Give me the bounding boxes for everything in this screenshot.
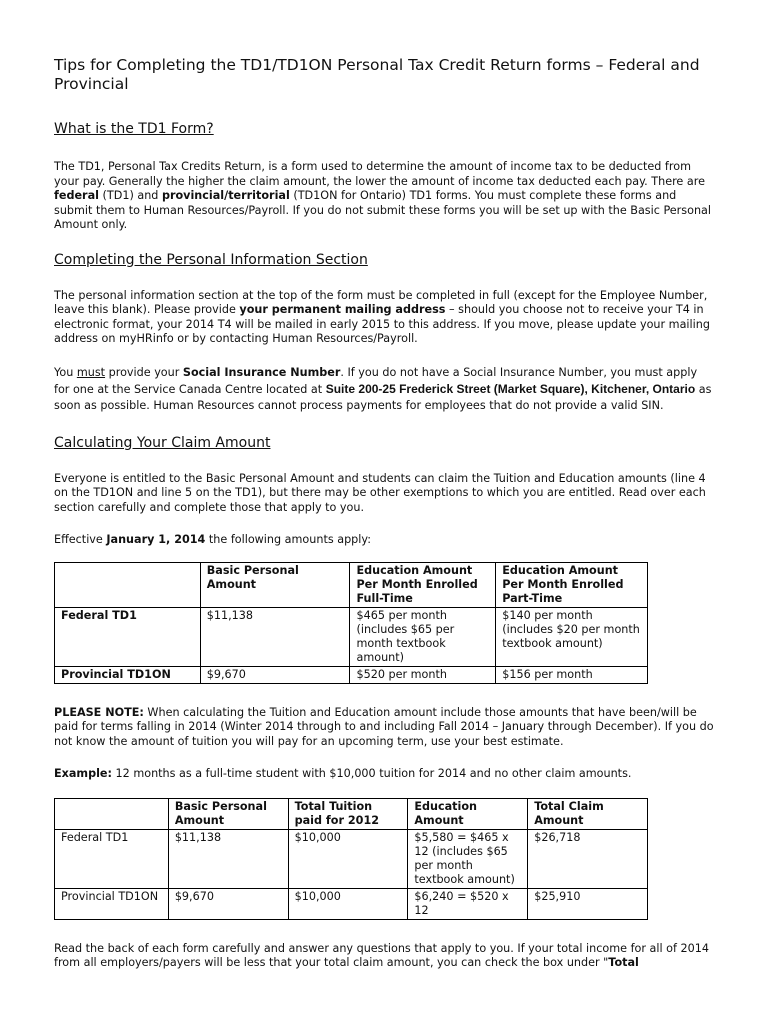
table-row (55, 888, 648, 919)
table-cell: $11,138 (168, 829, 288, 888)
table-cell: $6,240 = $520 x 12 (408, 888, 528, 919)
table-header-cell: Total Claim Amount (528, 798, 648, 829)
paragraph-td1-description: The TD1, Personal Tax Credits Return, is a form used to determine the amount of income tax to be deducted from your pay. Generally the higher the claim amount, the lower the amount of income tax deducted each pay. There are federal (TD1) and provincial/territorial (TD1ON for Ontario) TD1 forms. You must complete these forms and submit them to Human Resources/Payroll. If you do not submit these forms you will be set up with the Basic Personal Amount only. (54, 160, 712, 231)
table-cell: $9,670 (200, 666, 350, 683)
table-cell: $156 per month (496, 666, 648, 683)
table-header-cell: Education Amount Per Month Enrolled Full-Time (350, 562, 496, 607)
table-cell: $11,138 (200, 607, 350, 666)
table-header-cell: Total Tuition paid for 2012 (288, 798, 408, 829)
table-header-cell: Basic Personal Amount (200, 562, 350, 607)
table-header-cell: Basic Personal Amount (168, 798, 288, 829)
table-cell: Provincial TD1ON (55, 888, 169, 919)
paragraph-please-note: PLEASE NOTE: When calculating the Tuition and Education amount include those amounts that have been/will be paid for terms falling in 2014 (Winter 2014 through to and including Fall 2014 – January through December). If you do not know the amount of tuition you will pay for an upcoming term, use your best estimate. (54, 705, 714, 748)
table-header-cell (55, 562, 201, 607)
heading-claim-amount: Calculating Your Claim Amount (54, 434, 271, 451)
table-cell: Federal TD1 (55, 607, 201, 666)
table-row (55, 829, 648, 888)
paragraph-effective-date: Effective January 1, 2014 the following amounts apply: (54, 533, 371, 546)
table-cell: $140 per month (includes $20 per month textbook amount) (496, 607, 648, 666)
table-cell: Provincial TD1ON (55, 666, 201, 683)
table-cell: $5,580 = $465 x 12 (includes $65 per month textbook amount) (408, 829, 528, 888)
table-cell: $10,000 (288, 829, 408, 888)
table-cell: $9,670 (168, 888, 288, 919)
paragraph-example: Example: 12 months as a full-time student with $10,000 tuition for 2014 and no other claim amounts. (54, 767, 632, 780)
paragraph-personal-info: The personal information section at the top of the form must be completed in full (except for the Employee Number, leave this blank). Please provide your permanent mailing address – should you choose not to receive your T4 in electronic format, your 2014 T4 will be mailed in early 2015 to this address. If you move, please update your mailing address on myHRinfo or by contacting Human Resources/Payroll. (54, 288, 710, 345)
table-cell: $10,000 (288, 888, 408, 919)
table-cell: $520 per month (350, 666, 496, 683)
paragraph-sin: You must provide your Social Insurance Number. If you do not have a Social Insurance Number, you must apply for one at the Service Canada Centre located at Suite 200-25 Frederick Street (Market Square), Kitchener, Ontario as soon as possible. Human Resources cannot process payments for employees that do not provide a valid SIN. (54, 365, 712, 412)
table-header-cell: Education Amount (408, 798, 528, 829)
table-header-cell: Education Amount Per Month Enrolled Part-Time (496, 562, 648, 607)
table-cell: Federal TD1 (55, 829, 169, 888)
page-title: Tips for Completing the TD1/TD1ON Personal Tax Credit Return forms – Federal and Provincial (54, 56, 700, 93)
table-row (55, 607, 648, 666)
paragraph-closing: Read the back of each form carefully and answer any questions that apply to you. If your total income for all of 2014 from all employers/payers will be less that your total claim amount, you can check the box under "Total (54, 941, 709, 969)
paragraph-claim-intro: Everyone is entitled to the Basic Personal Amount and students can claim the Tuition and Education amounts (line 4 on the TD1ON and line 5 on the TD1), but there may be other exemptions to which you are entitled. Read over each section carefully and complete those that apply to you. (54, 471, 706, 514)
heading-what-is-td1: What is the TD1 Form? (54, 121, 214, 137)
table-header-row (55, 798, 648, 829)
table-cell: $25,910 (528, 888, 648, 919)
table-header-cell (55, 798, 169, 829)
heading-personal-information: Completing the Personal Information Section (54, 251, 368, 268)
table-cell: $465 per month (includes $65 per month textbook amount) (350, 607, 496, 666)
amounts-table (54, 562, 648, 684)
example-table (54, 798, 648, 920)
table-cell: $26,718 (528, 829, 648, 888)
table-header-row (55, 562, 648, 607)
table-row (55, 666, 648, 683)
